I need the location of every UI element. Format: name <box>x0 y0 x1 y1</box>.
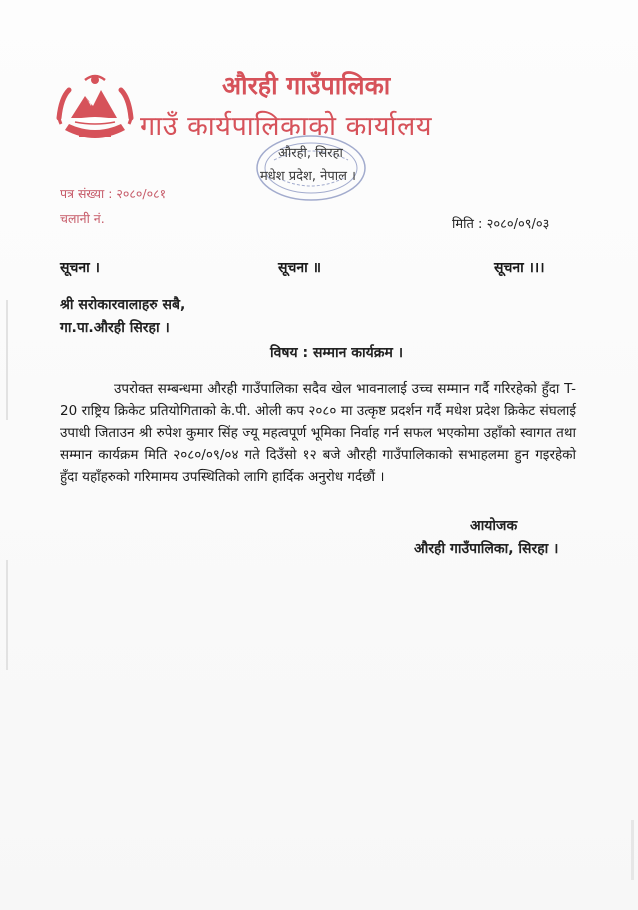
office-name-heading: गाउँ कार्यपालिकाको कार्यालय <box>140 111 432 142</box>
emblem-logo-icon <box>55 68 135 146</box>
notice-label-2: सूचना ॥ <box>278 260 322 276</box>
letter-subject: विषय : सम्मान कार्यक्रम । <box>270 345 404 361</box>
dispatch-number: चलानी नं. <box>60 211 105 226</box>
organizer-label: आयोजक <box>470 518 518 534</box>
letter-date: मिति : २०८०/०९/०३ <box>452 217 550 232</box>
recipient-line-1: श्री सरोकारवालाहरु सबै, <box>60 297 186 313</box>
org-name-heading: औरही गाउँपालिका <box>222 71 391 100</box>
letter-body: उपरोक्त सम्बन्धमा औरही गाउँपालिका सदैव खेल भावनालाई उच्च सम्मान गर्दै गरिरहेको हुँदा T-20 राष्ट्रिय क्रिकेट प्रतियोगिताको के.पी. ओली कप २०८० मा उत्कृष्ट प्रदर्शन गर्दै मधेश प्रदेश क्रिकेट संघलाई उपाधी जिताउन श्री रुपेश कुमार सिंह ज्यू महत्वपूर्ण भूमिका निर्वाह गर्न सफल भएकोमा उहाँको स्वागत तथा सम्मान कार्यक्रम मिति २०८०/०९/०४ गते दिउँसो १२ बजे औरही गाउँपालिकाको सभाहलमा हुन गइरहेको हुँदा यहाँहरुको गरिमामय उपस्थितिको लागि हार्दिक अनुरोध गर्दछौं । <box>60 381 576 485</box>
scan-edge-mark <box>631 820 634 880</box>
scan-edge-mark <box>6 300 8 420</box>
office-place: औरही, सिरहा <box>278 146 343 161</box>
scan-edge-mark <box>6 560 8 670</box>
reference-number: पत्र संख्या : २०८०/०८१ <box>60 186 167 201</box>
recipient-line-2: गा.पा.औरही सिरहा । <box>60 320 170 336</box>
notice-label-3: सूचना ।।। <box>494 260 545 276</box>
notice-label-1: सूचना । <box>60 260 100 276</box>
office-province: मधेश प्रदेश, नेपाल । <box>260 169 356 184</box>
organizer-name: औरही गाउँपालिका, सिरहा । <box>414 541 559 557</box>
